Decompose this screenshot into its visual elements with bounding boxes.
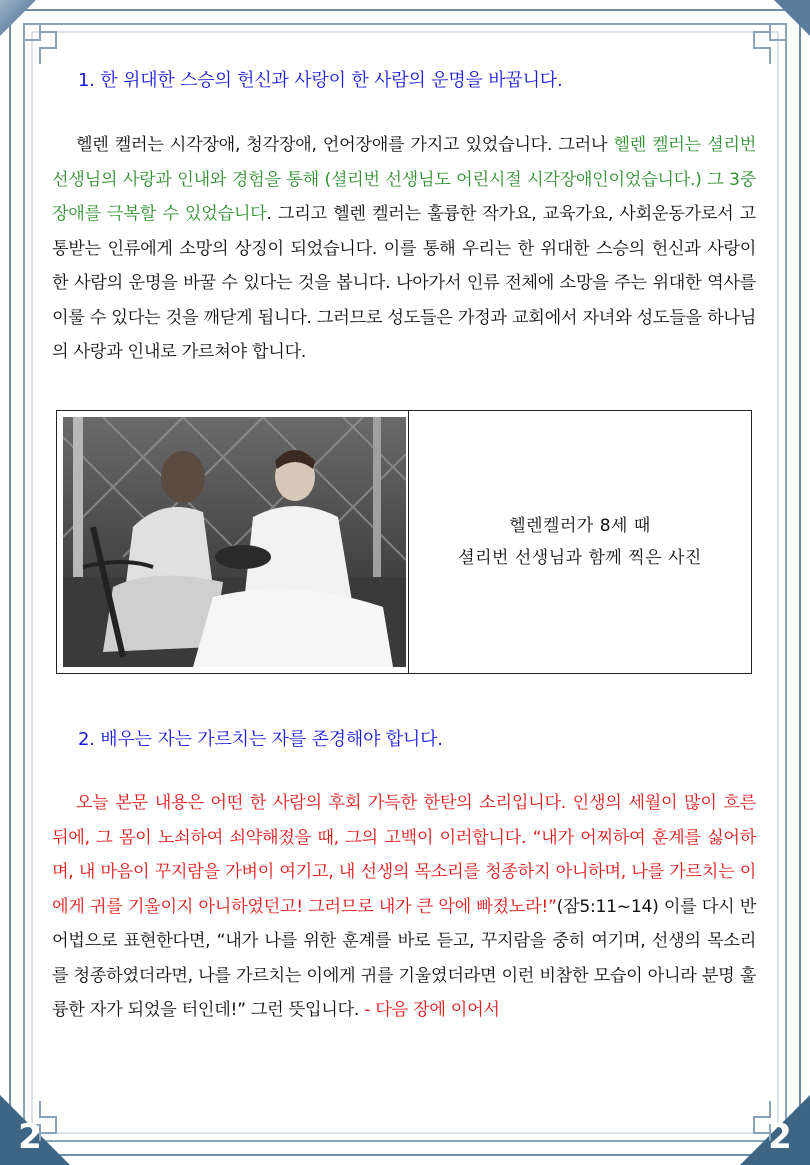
page-number-right: 2 [768,1117,792,1157]
section2-heading: 2. 배우는 자는 가르치는 자를 존경해야 합니다. [78,729,443,750]
caption-line-2: 셜리번 선생님과 함께 찍은 사진 [458,548,702,568]
section1-paragraph [52,128,756,370]
photo-cell [57,411,409,673]
helen-keller-sullivan-photo [63,417,406,667]
section1-heading: 1. 한 위대한 스승의 헌신과 사랑이 한 사람의 운명을 바꿉니다. [78,70,563,91]
section2-text-red1: 오늘 본문 내용은 어떤 한 사람의 후회 가득한 한탄의 소리입니다. 인생의 세월이 많이 흐른 뒤에, 그 몸이 노쇠하여 쇠약해졌을 때, 그의 고백이 이러합니다. “내가 어찌하여 훈계를 싫어하며, 내 마음이 꾸지람을 가벼이 여기고, 내 선생의 목소리를 청종하지 아니하며, 나를 가르치는 이에게 귀를 기울이지 아니하였던고! 그러므로 내가 큰 악에 빠졌노라!” [52,793,756,917]
section1-text-highlight: 헬렌 켈러는 셜리번 선생님의 사랑과 인내와 경험을 통해 (셜리번 선생님도 어린시절 시각장애인이었습니다.) 그 3중 장애를 극복할 수 있었습니다 [52,135,756,224]
section1-text-a: 헬렌 켈러는 시각장애, 청각장애, 언어장애를 가지고 있었습니다. 그러나 [76,135,614,155]
section2-paragraph [52,786,756,1028]
photo-caption [409,411,751,673]
page-number-left: 2 [18,1117,42,1157]
continued-note: - 다음 장에 이어서 [364,1000,500,1020]
photo-table [56,410,752,674]
section2-text-black: (잠5:11~14) 이를 다시 반어법으로 표현한다면, “내가 나를 위한 훈계를 바로 듣고, 꾸지람을 중히 여기며, 선생의 목소리를 청종하였더라면, 나를 가르치는 이에게 귀를 기울였더라면 이런 비참한 모습이 아니라 분명 훌륭한 자가 되었을 터인데!” 그런 뜻입니다. [52,896,756,1020]
caption-line-1: 헬렌켈러가 8세 때 [509,516,651,536]
section1-text-c: . 그리고 헬렌 켈러는 훌륭한 작가요, 교육가요, 사회운동가로서 고통받는 인류에게 소망의 상징이 되었습니다. 이를 통해 우리는 한 위대한 스승의 헌신과 사랑이 한 사람의 운명을 바꿀 수 있다는 것을 봅니다. 나아가서 인류 전체에 소망을 주는 위대한 역사를 이룰 수 있다는 것을 깨닫게 됩니다. 그러므로 성도들은 가정과 교회에서 자녀와 성도들을 하나님의 사랑과 인내로 가르쳐야 합니다. [52,204,756,362]
